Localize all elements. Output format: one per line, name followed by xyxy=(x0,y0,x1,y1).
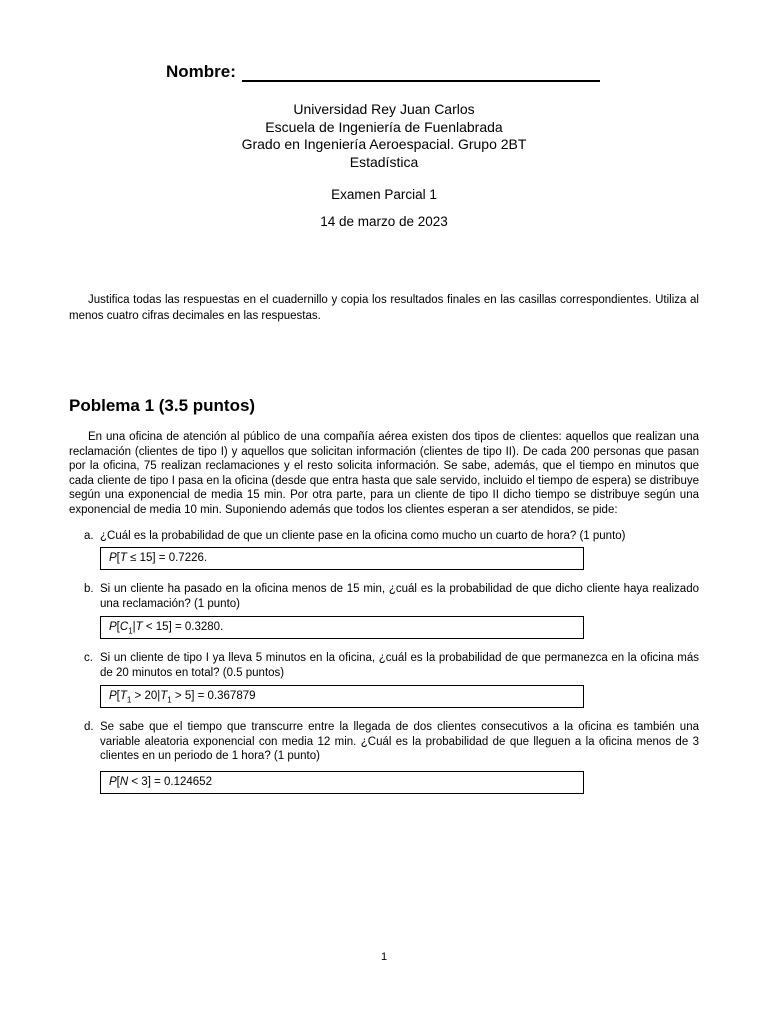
subject-name: Estadística xyxy=(349,153,419,170)
university-name: Universidad Rey Juan Carlos xyxy=(293,101,475,117)
school-name: Escuela de Ingeniería de Fuenlabrada xyxy=(265,118,503,135)
name-blank-line[interactable] xyxy=(242,62,600,82)
question-letter: a. xyxy=(84,530,94,542)
answer-value: 0.3280. xyxy=(184,621,224,633)
answer-box-d[interactable]: P[N < 3] = 0.124652 xyxy=(100,771,584,794)
exam-title: Examen Parcial 1 xyxy=(331,187,437,202)
answer-value: 0.124652 xyxy=(164,776,212,788)
problem-title: Poblema 1 (3.5 puntos) xyxy=(69,396,256,415)
question-letter: d. xyxy=(84,721,94,733)
answer-value: 0.7226. xyxy=(168,552,208,564)
answer-box-c[interactable]: $P[T_1 > 20|T_1 > 5] = 0.367879$ xyxy=(100,685,584,708)
question-text: ¿Cuál es la probabilidad de que un cliente pase en la oficina como mucho un cuarto de hora? (1 punto) xyxy=(100,530,626,542)
question-text: Se sabe que el tiempo que transcurre entre la llegada de dos clientes consecutivos a la oficina es también una variable aleatoria exponencial con media 12 min. ¿Cuál es la probabilidad de que lleguen a la oficina menos de 3 clientes en un periodo de 1 hora? (1 punto) xyxy=(100,721,699,762)
question-letter: b. xyxy=(84,583,94,595)
question-b xyxy=(84,582,699,611)
name-label: Nombre: xyxy=(166,62,236,81)
question-c xyxy=(84,651,699,680)
question-letter: c. xyxy=(84,652,93,664)
question-text: Si un cliente de tipo I ya lleva 5 minutos en la oficina, ¿cuál es la probabilidad de que permanezca en la oficina más de 20 minutos en total? (0.5 puntos) xyxy=(100,652,699,679)
page-number: 1 xyxy=(380,951,388,963)
answer-value: 0.367879 xyxy=(207,690,256,702)
instructions-paragraph: Justifica todas las respuestas en el cuadernillo y copia los resultados finales en las casillas correspondientes. Utiliza al menos cuatro cifras decimales en las respuestas. xyxy=(69,294,699,322)
degree-name: Grado en Ingeniería Aeroespacial. Grupo 2BT xyxy=(241,136,527,152)
exam-date: 14 de marzo de 2023 xyxy=(320,214,448,229)
question-text: Si un cliente ha pasado en la oficina menos de 15 min, ¿cuál es la probabilidad de que dicho cliente haya realizado una reclamación? (1 punto) xyxy=(100,583,699,610)
institution-header xyxy=(0,101,768,171)
answer-box-b[interactable]: $P[C_1|T < 15] = 0.3280$. xyxy=(100,616,584,639)
answer-box-a[interactable]: P[T ≤ 15] = 0.7226. xyxy=(100,547,584,570)
problem-statement: En una oficina de atención al público de una compañía aérea existen dos tipos de clientes: aquellos que realizan una reclamación (clientes de tipo I) y aquellos que solicitan información (clientes de tipo II). De cada 200 personas que pasan por la oficina, 75 realizan reclamaciones y el resto solicita información. Se sabe, además, que el tiempo en minutos que cada cliente de tipo I pasa en la oficina (desde que entra hasta que sale servido, incluido el tiempo de espera) se distribuye según una exponencial de media 15 min. Por otra parte, para un cliente de tipo II dicho tiempo se distribuye según una exponencial de media 10 min. Suponiendo además que todos los clientes esperan a ser atendidos, se pide: xyxy=(69,431,699,516)
question-d xyxy=(84,720,699,764)
question-a xyxy=(84,529,699,544)
name-field-row xyxy=(166,62,600,82)
